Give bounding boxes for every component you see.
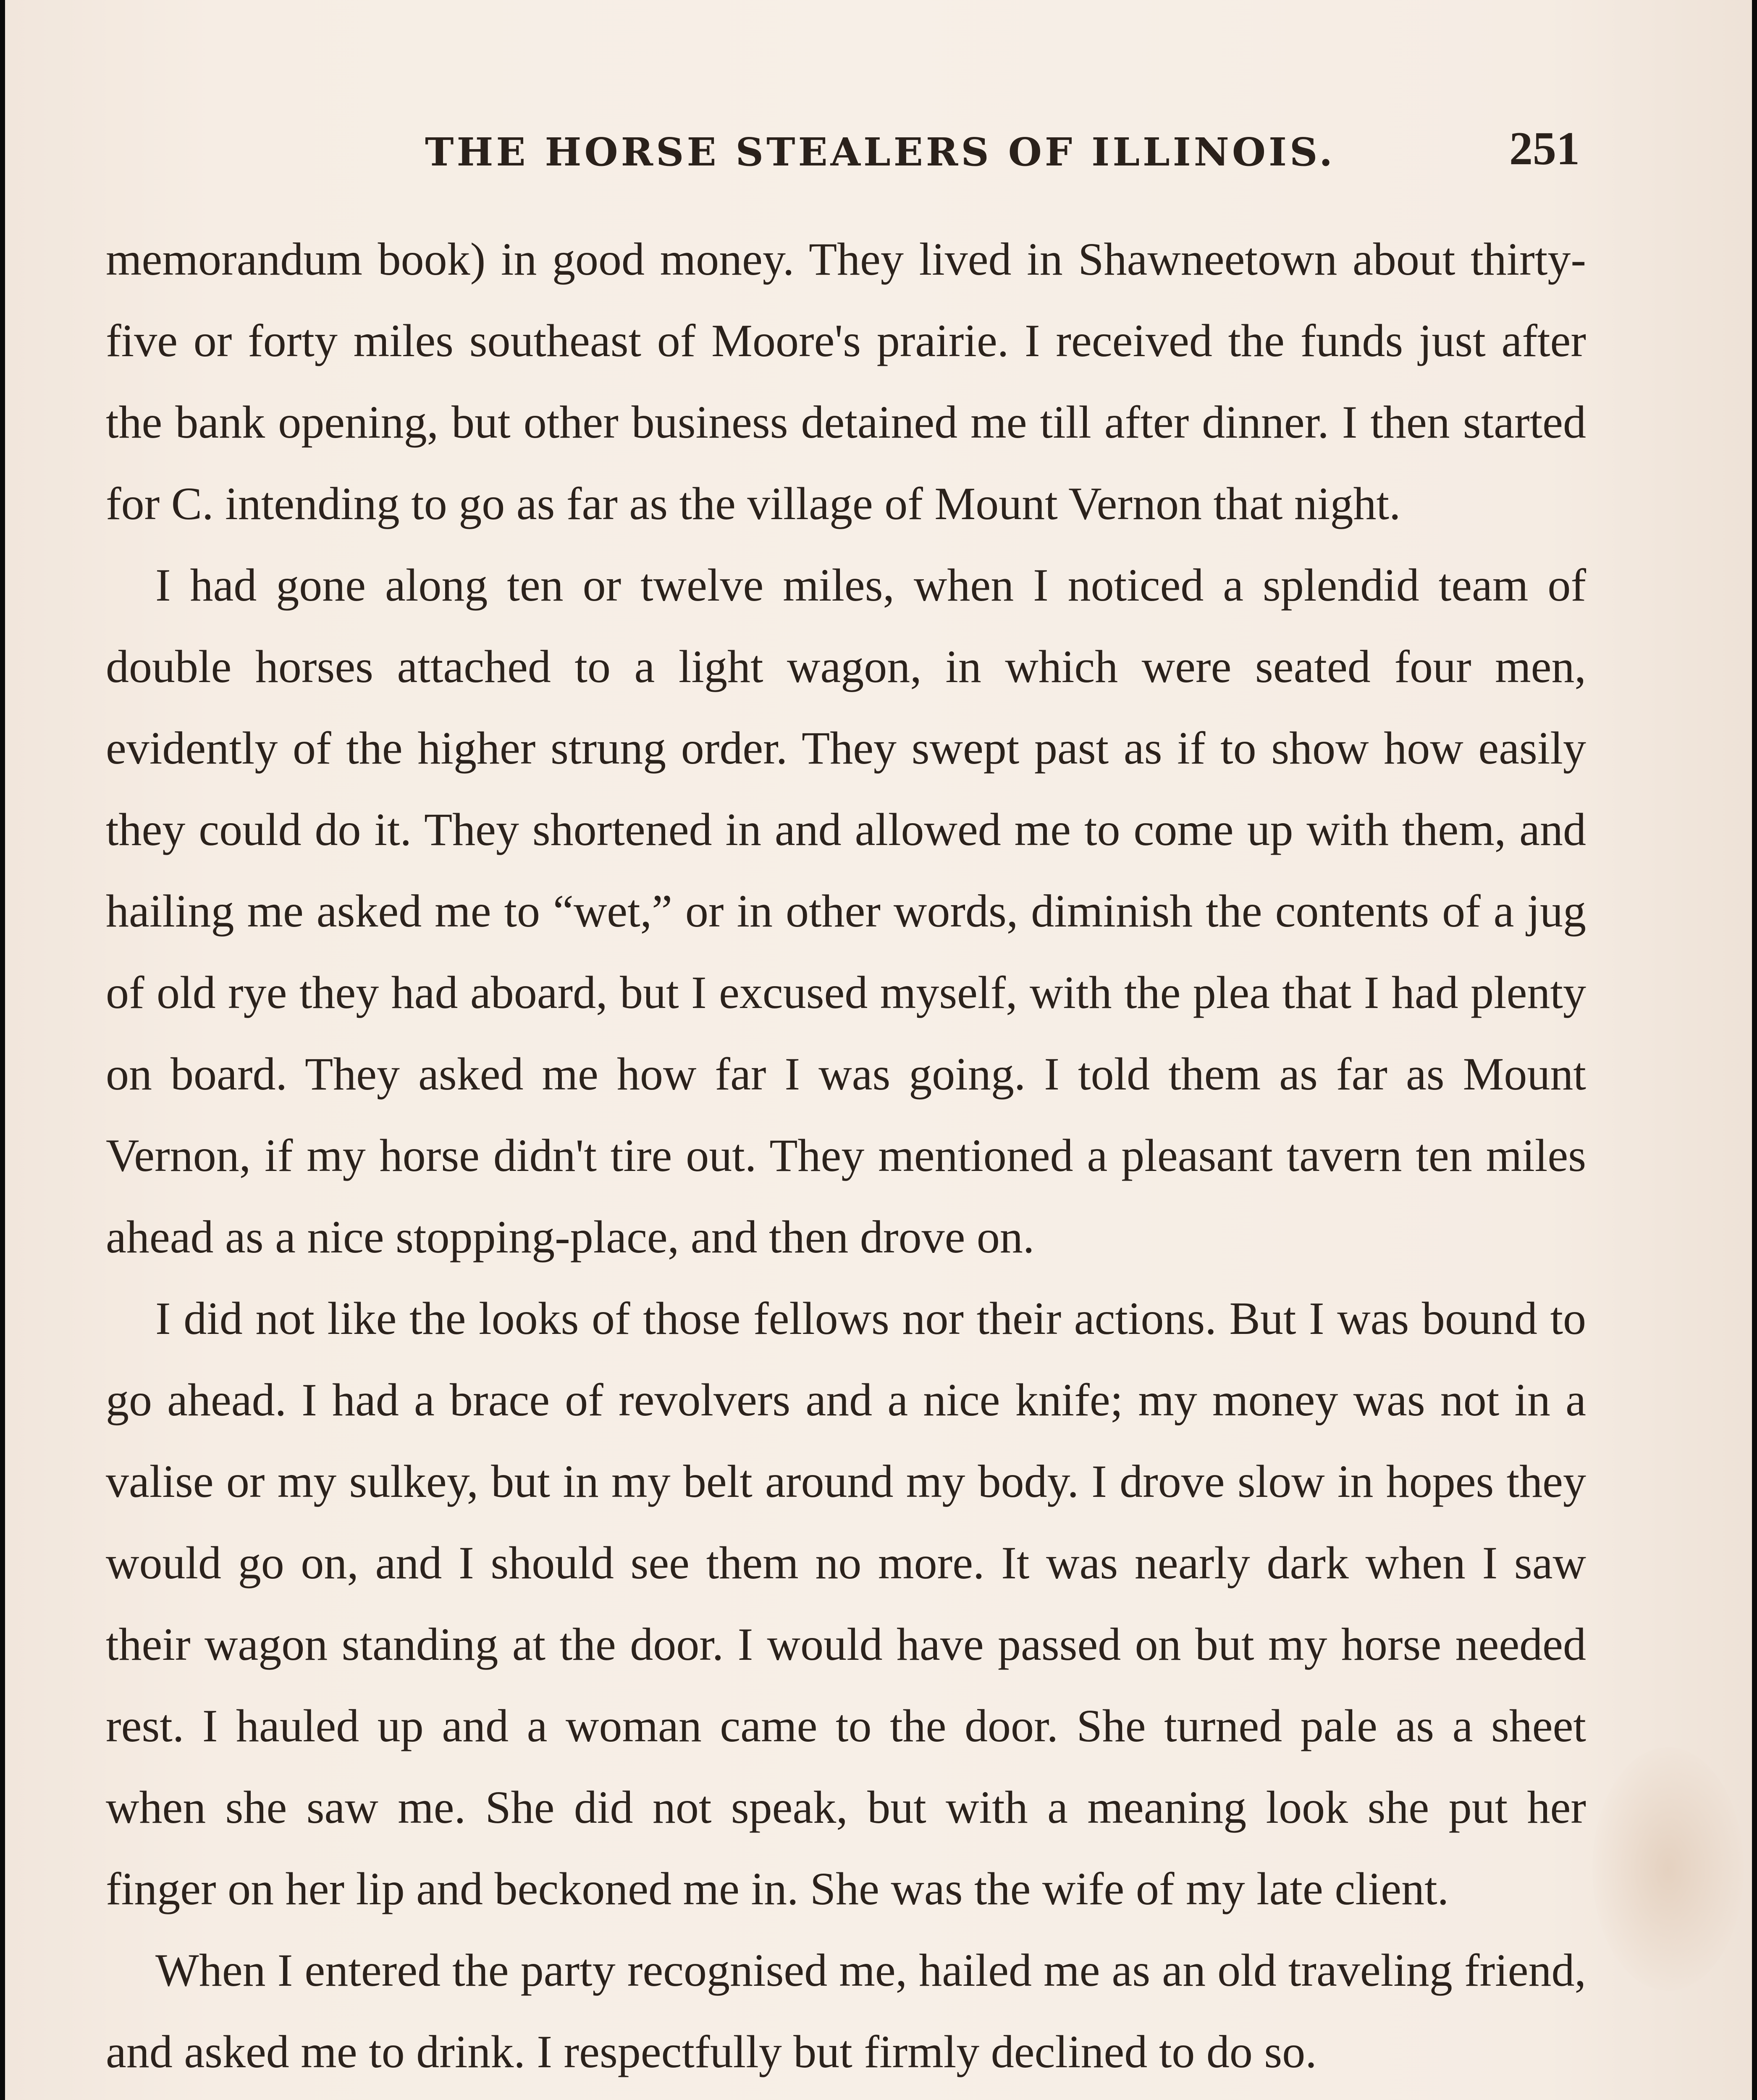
page-header	[106, 123, 1580, 176]
paragraph-1: memorandum book) in good money. They lived in Shawneetown about thirty-five or forty miles southeast of Moore's prairie. I received the funds just after the bank opening, but other business detained me till after dinner. I then started for C. intending to go as far as the village of Mount Vernon that night.	[106, 234, 1586, 529]
paper-stain	[1592, 1747, 1744, 1991]
page-number: 251	[1509, 123, 1580, 175]
paragraph-4: When I entered the party recognised me, hailed me as an old traveling friend, and asked me to drink. I respectfully but firmly declined to do so.	[106, 1945, 1586, 2077]
running-head: THE HORSE STEALERS OF ILLINOIS.	[425, 129, 1336, 175]
paragraph-3: I did not like the looks of those fellows nor their actions. But I was bound to go ahead. I had a brace of revolvers and a nice knife; my money was not in a valise or my sulkey, but in my belt around my body. I drove slow in hopes they would go on, and I should see them no more. It was nearly dark when I saw their wagon standing at the door. I would have passed on but my horse needed rest. I hauled up and a woman came to the door. She turned pale as a sheet when she saw me. She did not speak, but with a meaning look she put her finger on her lip and beckoned me in. She was the wife of my late client.	[106, 1293, 1586, 1914]
paragraph-2: I had gone along ten or twelve miles, when I noticed a splendid team of double horses attached to a light wagon, in which were seated four men, evidently of the higher strung order. They swept past as if to show how easily they could do it. They shortened in and allowed me to come up with them, and hailing me asked me to “wet,” or in other words, diminish the contents of a jug of old rye they had aboard, but I excused myself, with the plea that I had plenty on board. They asked me how far I was going. I told them as far as Mount Vernon, if my horse didn't tire out. They mentioned a pleasant tavern ten miles ahead as a nice stopping-place, and then drove on.	[106, 559, 1586, 1263]
book-page	[5, 0, 1752, 2100]
body-text	[106, 218, 1586, 2100]
paragraph-5	[106, 2092, 1586, 2100]
